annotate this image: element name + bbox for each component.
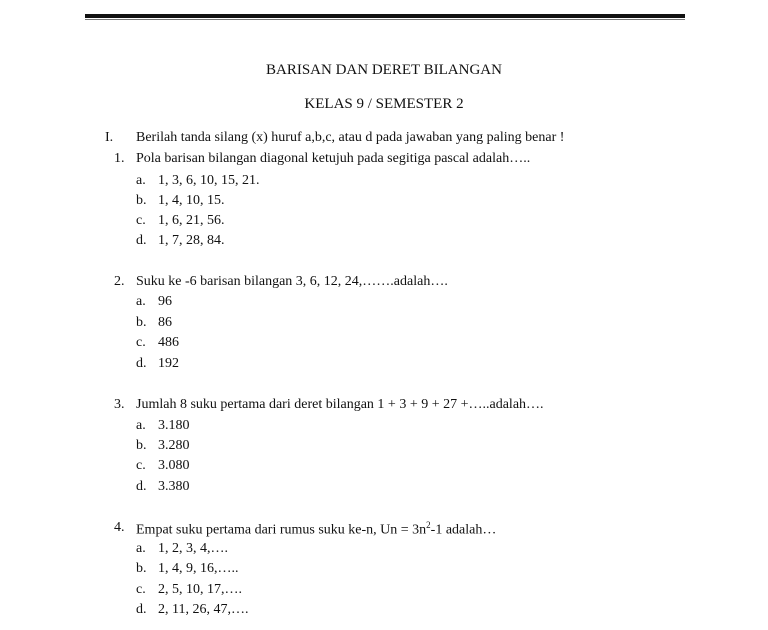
question-number: 3. [114,397,125,412]
option-text: 192 [158,356,179,371]
option-letter: d. [136,356,147,371]
exponent: 2 [426,520,431,530]
question-number: 2. [114,274,125,289]
option-text: 1, 6, 21, 56. [158,213,225,228]
option-2d[interactable] [136,356,179,372]
option-2c[interactable] [136,335,179,351]
document-subtitle: KELAS 9 / SEMESTER 2 [304,96,464,112]
option-letter: c. [136,213,146,228]
option-text: 1, 3, 6, 10, 15, 21. [158,173,260,188]
header-rule [85,14,685,18]
option-text: 86 [158,315,172,330]
option-text: 2, 5, 10, 17,…. [158,582,242,597]
option-text: 3.180 [158,418,190,433]
option-text: 2, 11, 26, 47,…. [158,602,249,617]
option-3b[interactable] [136,438,190,454]
option-letter: c. [136,335,146,350]
option-letter: a. [136,418,146,433]
option-4c[interactable] [136,582,242,598]
option-3d[interactable] [136,479,190,495]
question-text-after: -1 adalah… [430,522,497,538]
option-3a[interactable] [136,418,190,434]
option-letter: d. [136,233,147,248]
option-letter: b. [136,438,147,453]
option-text: 1, 7, 28, 84. [158,233,225,248]
question-text: Suku ke -6 barisan bilangan 3, 6, 12, 24,…….adalah…. [136,274,448,289]
option-2a[interactable] [136,294,172,310]
option-letter: d. [136,479,147,494]
option-letter: a. [136,294,146,309]
option-3c[interactable] [136,458,190,474]
document-title: BARISAN DAN DERET BILANGAN [266,62,502,78]
question-number: 1. [114,151,125,166]
option-letter: c. [136,582,146,597]
question-text: Jumlah 8 suku pertama dari deret bilangan 1 + 3 + 9 + 27 +…..adalah…. [136,397,544,412]
option-letter: c. [136,458,146,473]
option-letter: d. [136,602,147,617]
option-letter: a. [136,173,146,188]
option-1a[interactable] [136,173,260,189]
option-letter: b. [136,315,147,330]
option-4a[interactable] [136,541,228,557]
option-text: 3.280 [158,438,190,453]
question-text [136,520,496,539]
option-text: 1, 4, 10, 15. [158,193,225,208]
option-text: 486 [158,335,179,350]
option-letter: a. [136,541,146,556]
option-text: 3.380 [158,479,190,494]
option-text: 1, 4, 9, 16,….. [158,561,239,576]
option-2b[interactable] [136,315,172,331]
option-text: 96 [158,294,172,309]
option-4b[interactable] [136,561,239,577]
option-text: 1, 2, 3, 4,…. [158,541,228,556]
section-number: I. [105,130,114,145]
question-text: Pola barisan bilangan diagonal ketujuh pada segitiga pascal adalah….. [136,151,531,166]
option-letter: b. [136,193,147,208]
option-text: 3.080 [158,458,190,473]
option-1b[interactable] [136,193,225,209]
option-letter: b. [136,561,147,576]
question-text-before: Empat suku pertama dari rumus suku ke-n, Un = 3n [136,522,427,538]
option-1d[interactable] [136,233,225,249]
option-1c[interactable] [136,213,225,229]
question-number: 4. [114,520,125,535]
header-rule-thin [85,19,685,20]
option-4d[interactable] [136,602,248,618]
section-instruction-text: Berilah tanda silang (x) huruf a,b,c, atau d pada jawaban yang paling benar ! [136,130,565,145]
